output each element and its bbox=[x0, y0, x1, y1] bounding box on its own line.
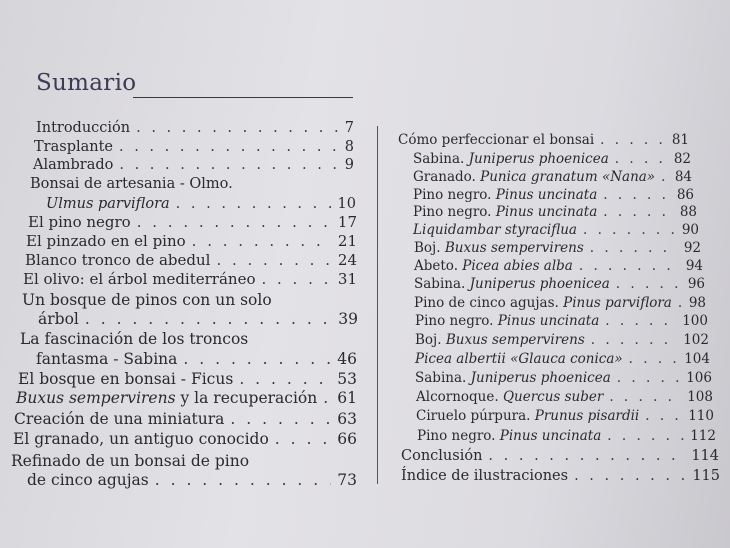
entry-text: Pino negro. bbox=[417, 428, 500, 444]
dot-leader bbox=[591, 330, 677, 350]
species-name: Pinus parviflora bbox=[563, 295, 672, 311]
page-number: 104 bbox=[684, 351, 710, 367]
dot-leader bbox=[183, 349, 331, 369]
dot-leader bbox=[192, 231, 332, 251]
toc-entry-title bbox=[401, 466, 568, 486]
toc-entry-title bbox=[36, 349, 177, 369]
toc-entry-title bbox=[414, 293, 672, 313]
toc-entry bbox=[16, 388, 357, 408]
entry-text: Pino negro. bbox=[413, 187, 496, 203]
toc-entry bbox=[38, 309, 358, 329]
page-number: 86 bbox=[676, 187, 694, 203]
entry-text: Sabina. bbox=[413, 151, 469, 167]
dot-leader bbox=[176, 194, 332, 214]
toc-entry-title bbox=[414, 274, 610, 294]
entry-text: Pino negro. bbox=[415, 313, 498, 329]
entry-text: Boj. bbox=[414, 240, 445, 256]
toc-entry-title bbox=[28, 212, 131, 232]
page-number: 114 bbox=[691, 448, 719, 464]
entry-text: Alcornoque. bbox=[416, 389, 503, 405]
toc-entry bbox=[33, 155, 354, 175]
toc-entry-title bbox=[415, 330, 585, 350]
entry-text: Conclusión bbox=[401, 448, 483, 464]
entry-text: Bonsai de artesania - Olmo. bbox=[30, 176, 233, 192]
dot-leader bbox=[609, 387, 681, 407]
toc-entry-title bbox=[413, 167, 655, 187]
dot-leader bbox=[607, 426, 684, 446]
toc-entry-title bbox=[11, 452, 249, 470]
species-name: Liquidambar styraciflua bbox=[413, 222, 577, 238]
page-number: 24 bbox=[337, 251, 357, 269]
toc-entry-title bbox=[23, 269, 255, 289]
toc-entry-title bbox=[30, 176, 233, 192]
toc-entry-line bbox=[11, 451, 249, 471]
species-name: Pinus uncinata bbox=[495, 204, 598, 220]
entry-text: y la recuperación bbox=[175, 389, 318, 407]
dot-leader bbox=[230, 409, 331, 429]
page-number: 9 bbox=[344, 157, 354, 173]
column-divider bbox=[377, 126, 378, 484]
dot-leader bbox=[579, 256, 680, 276]
dot-leader bbox=[615, 149, 668, 169]
toc-entry bbox=[414, 238, 701, 258]
entry-text: Alambrado bbox=[33, 157, 114, 173]
species-name: Buxus sempervirens bbox=[445, 332, 585, 348]
dot-leader bbox=[119, 155, 338, 175]
entry-text: Pino de cinco agujas. bbox=[414, 295, 564, 311]
page-number: 102 bbox=[683, 332, 709, 348]
entry-text: Trasplante bbox=[34, 139, 113, 155]
page-title: Sumario bbox=[36, 70, 137, 96]
page-number: 31 bbox=[337, 270, 357, 288]
toc-entry-title bbox=[36, 118, 130, 138]
species-name: Buxus sempervirens bbox=[444, 240, 584, 256]
species-name: Juniperus phoenicea bbox=[470, 370, 611, 386]
toc-entry bbox=[413, 167, 692, 187]
dot-leader bbox=[137, 212, 332, 232]
page-number: 84 bbox=[674, 169, 692, 185]
toc-entry-title bbox=[34, 137, 113, 157]
dot-leader bbox=[574, 466, 686, 486]
toc-entry bbox=[13, 429, 357, 449]
species-name: Pinus uncinata bbox=[497, 313, 600, 329]
toc-entry bbox=[413, 202, 697, 222]
toc-entry bbox=[401, 466, 720, 486]
toc-entry bbox=[36, 118, 354, 138]
entry-text: La fascinación de los troncos bbox=[20, 330, 249, 348]
entry-text: Un bosque de pinos con un solo bbox=[22, 291, 272, 309]
page-number: 46 bbox=[337, 350, 357, 368]
entry-text: Índice de ilustraciones bbox=[401, 468, 569, 484]
page-number: 112 bbox=[690, 428, 716, 444]
toc-entry-title bbox=[398, 130, 594, 150]
entry-text: El olivo: el árbol mediterráneo bbox=[23, 270, 256, 288]
dot-leader bbox=[629, 349, 679, 369]
entry-text: de cinco agujas bbox=[27, 471, 149, 489]
entry-text: Ciruelo púrpura. bbox=[416, 408, 535, 424]
dot-leader bbox=[678, 293, 683, 313]
toc-entry bbox=[415, 311, 708, 331]
toc-entry-title bbox=[13, 429, 269, 449]
page-number: 115 bbox=[692, 468, 720, 484]
toc-entry-title bbox=[38, 309, 79, 329]
toc-entry bbox=[413, 149, 691, 169]
toc-entry-title bbox=[415, 368, 611, 388]
dot-leader bbox=[603, 202, 674, 222]
entry-text: Sabina. bbox=[414, 276, 470, 292]
dot-leader bbox=[136, 118, 339, 138]
page-number: 106 bbox=[686, 370, 712, 386]
species-name: Juniperus phoenicea bbox=[468, 151, 609, 167]
page-number: 92 bbox=[683, 240, 701, 256]
toc-entry bbox=[18, 369, 357, 389]
toc-entry-title bbox=[414, 238, 584, 258]
toc-entry bbox=[414, 256, 703, 276]
toc-entry bbox=[398, 130, 689, 150]
toc-entry-title bbox=[415, 349, 623, 369]
toc-entry bbox=[401, 446, 719, 466]
dot-leader bbox=[605, 311, 676, 331]
dot-leader bbox=[617, 368, 680, 388]
page-number: 94 bbox=[685, 258, 703, 274]
entry-text: Blanco tronco de abedul bbox=[25, 251, 211, 269]
species-name: Buxus sempervirens bbox=[16, 389, 176, 407]
dot-leader bbox=[216, 250, 331, 270]
species-name: Pinus uncinata bbox=[495, 187, 598, 203]
page-number: 7 bbox=[344, 120, 354, 136]
toc-entry-title bbox=[413, 202, 597, 222]
entry-text: Creación de una miniatura bbox=[14, 410, 225, 428]
toc-entry-title bbox=[22, 291, 272, 309]
entry-text: Sabina. bbox=[415, 370, 471, 386]
page-number: 53 bbox=[337, 370, 357, 388]
entry-text: árbol bbox=[38, 310, 79, 328]
toc-entry bbox=[28, 212, 357, 232]
toc-entry bbox=[25, 250, 357, 270]
species-name: Picea abies alba bbox=[462, 258, 573, 274]
entry-text: El pino negro bbox=[28, 213, 131, 231]
toc-entry bbox=[414, 293, 706, 313]
entry-text: Abeto. bbox=[414, 258, 463, 274]
species-name: Ulmus parviflora bbox=[46, 196, 170, 212]
entry-text: El granado, un antiguo conocido bbox=[13, 430, 269, 448]
dot-leader bbox=[600, 130, 666, 150]
entry-text: Granado. bbox=[413, 169, 481, 185]
species-name: Pinus uncinata bbox=[499, 428, 602, 444]
entry-text: Refinado de un bonsai de pino bbox=[11, 452, 250, 470]
toc-right-column bbox=[380, 0, 730, 548]
dot-leader bbox=[616, 274, 682, 294]
page-number: 73 bbox=[337, 471, 357, 489]
entry-text: El bosque en bonsai - Ficus bbox=[18, 370, 234, 388]
toc-entry-title bbox=[18, 369, 233, 389]
toc-entry-title bbox=[33, 155, 113, 175]
toc-entry bbox=[413, 220, 699, 240]
dot-leader bbox=[661, 167, 669, 187]
toc-entry bbox=[34, 137, 354, 157]
toc-entry bbox=[415, 330, 709, 350]
entry-text: Cómo perfeccionar el bonsai bbox=[398, 132, 595, 148]
dot-leader bbox=[239, 369, 331, 389]
page-number: 90 bbox=[681, 222, 699, 238]
species-name: Prunus pisardii bbox=[534, 408, 640, 424]
page-number: 21 bbox=[337, 232, 357, 250]
entry-text: El pinzado en el pino bbox=[26, 232, 186, 250]
page-number: 88 bbox=[679, 204, 697, 220]
page-number: 61 bbox=[337, 389, 357, 407]
page-number: 108 bbox=[687, 389, 713, 405]
toc-entry-title bbox=[413, 220, 577, 240]
toc-entry bbox=[27, 470, 357, 490]
toc-entry-title bbox=[16, 388, 317, 408]
toc-entry-title bbox=[14, 409, 224, 429]
toc-entry bbox=[46, 194, 356, 214]
page-number: 81 bbox=[671, 132, 689, 148]
dot-leader bbox=[85, 309, 332, 329]
toc-entry bbox=[23, 269, 357, 289]
dot-leader bbox=[275, 429, 331, 449]
toc-entry-title bbox=[25, 250, 210, 270]
toc-entry-title bbox=[416, 406, 639, 426]
toc-entry-title bbox=[401, 446, 482, 466]
entry-text: Pino negro. bbox=[413, 204, 496, 220]
toc-entry-title bbox=[414, 256, 573, 276]
page-number: 110 bbox=[688, 408, 714, 424]
toc-entry bbox=[415, 368, 712, 388]
toc-entry-title bbox=[417, 426, 601, 446]
species-name: Picea albertii «Glauca conica» bbox=[415, 351, 623, 367]
toc-entry-line bbox=[22, 290, 272, 310]
toc-entry-title bbox=[416, 387, 603, 407]
species-name: Punica granatum «Nana» bbox=[480, 169, 656, 185]
page-number: 39 bbox=[338, 310, 358, 328]
toc-entry-title bbox=[413, 149, 609, 169]
dot-leader bbox=[583, 220, 676, 240]
dot-leader bbox=[488, 446, 685, 466]
species-name: Quercus suber bbox=[502, 389, 604, 405]
toc-entry-title bbox=[20, 330, 248, 348]
dot-leader bbox=[261, 269, 331, 289]
toc-entry-line bbox=[20, 329, 248, 349]
dot-leader bbox=[645, 406, 682, 426]
entry-text: Boj. bbox=[415, 332, 446, 348]
page-number: 63 bbox=[337, 410, 357, 428]
page-number: 82 bbox=[673, 151, 691, 167]
page-number: 8 bbox=[344, 139, 354, 155]
entry-text: fantasma - Sabina bbox=[36, 350, 178, 368]
page-number: 10 bbox=[337, 196, 356, 212]
page-number: 98 bbox=[688, 295, 706, 311]
species-name: Juniperus phoenicea bbox=[469, 276, 610, 292]
dot-leader bbox=[119, 137, 339, 157]
toc-entry-title bbox=[27, 470, 149, 490]
toc-entry-title bbox=[415, 311, 599, 331]
toc-entry bbox=[416, 406, 714, 426]
toc-entry-title bbox=[26, 231, 186, 251]
toc-entry bbox=[414, 274, 705, 294]
entry-text: Introducción bbox=[36, 120, 131, 136]
page-number: 17 bbox=[337, 213, 357, 231]
toc-entry bbox=[26, 231, 357, 251]
dot-leader bbox=[155, 470, 332, 490]
page-number: 96 bbox=[687, 276, 705, 292]
toc-entry-title bbox=[46, 194, 170, 214]
dot-leader bbox=[323, 388, 331, 408]
toc-entry bbox=[36, 349, 357, 369]
toc-entry bbox=[416, 387, 713, 407]
toc-entry-line bbox=[30, 174, 233, 194]
toc-entry bbox=[415, 349, 710, 369]
toc-entry bbox=[417, 426, 716, 446]
dot-leader bbox=[590, 238, 678, 258]
page-number: 66 bbox=[337, 430, 357, 448]
page-number: 100 bbox=[682, 313, 708, 329]
toc-entry bbox=[14, 409, 357, 429]
